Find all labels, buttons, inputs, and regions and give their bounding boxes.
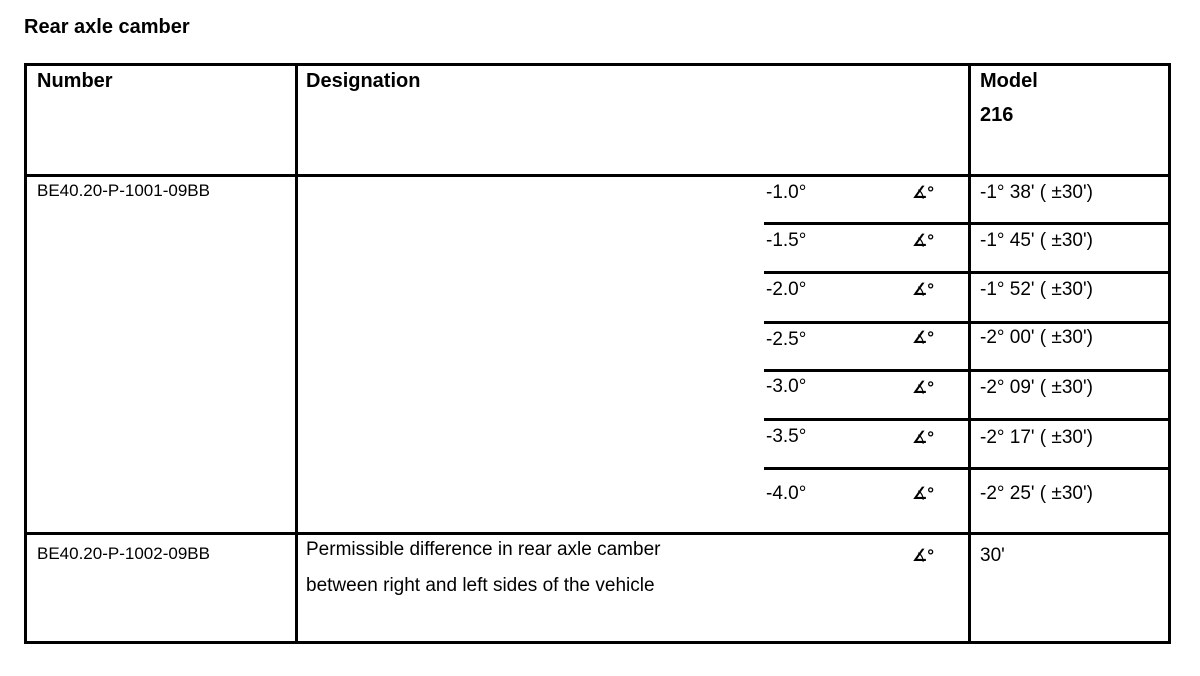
camber-setting: -1.0° — [766, 182, 807, 203]
camber-value: -2° 17' ( ±30') — [980, 427, 1093, 448]
sub-row-divider — [764, 467, 1168, 470]
camber-setting: -3.0° — [766, 376, 807, 397]
header-model-value: 216 — [980, 104, 1014, 126]
angle-icon: ∡° — [912, 428, 935, 447]
camber-setting: -3.5° — [766, 426, 807, 447]
angle-icon: ∡° — [912, 328, 935, 347]
header-model: Model — [980, 70, 1038, 92]
camber-setting: -1.5° — [766, 230, 807, 251]
row-divider — [27, 174, 1168, 177]
camber-value: -1° 45' ( ±30') — [980, 230, 1093, 251]
sub-row-divider — [764, 369, 1168, 372]
camber-spec-table — [24, 63, 1171, 644]
angle-icon: ∡° — [912, 546, 935, 565]
angle-icon: ∡° — [912, 484, 935, 503]
designation-text: Permissible difference in rear axle camber — [306, 539, 661, 560]
sub-row-divider — [764, 418, 1168, 421]
angle-icon: ∡° — [912, 231, 935, 250]
camber-value: -2° 00' ( ±30') — [980, 327, 1093, 348]
row-number: BE40.20-P-1002-09BB — [37, 544, 210, 563]
sub-row-divider — [764, 222, 1168, 225]
header-designation: Designation — [306, 70, 421, 92]
permissible-difference-value: 30' — [980, 545, 1005, 566]
angle-icon: ∡° — [912, 280, 935, 299]
angle-icon: ∡° — [912, 378, 935, 397]
camber-value: -1° 52' ( ±30') — [980, 279, 1093, 300]
camber-value: -1° 38' ( ±30') — [980, 182, 1093, 203]
column-divider — [295, 66, 298, 641]
camber-value: -2° 25' ( ±30') — [980, 483, 1093, 504]
designation-text: between right and left sides of the vehicle — [306, 575, 655, 596]
camber-setting: -4.0° — [766, 483, 807, 504]
sub-row-divider — [764, 321, 1168, 324]
page-title: Rear axle camber — [24, 16, 190, 38]
row-number: BE40.20-P-1001-09BB — [37, 181, 210, 200]
camber-setting: -2.0° — [766, 279, 807, 300]
camber-setting: -2.5° — [766, 329, 807, 350]
camber-value: -2° 09' ( ±30') — [980, 377, 1093, 398]
sub-row-divider — [764, 271, 1168, 274]
angle-icon: ∡° — [912, 183, 935, 202]
column-divider — [968, 66, 971, 641]
header-number: Number — [37, 70, 113, 92]
